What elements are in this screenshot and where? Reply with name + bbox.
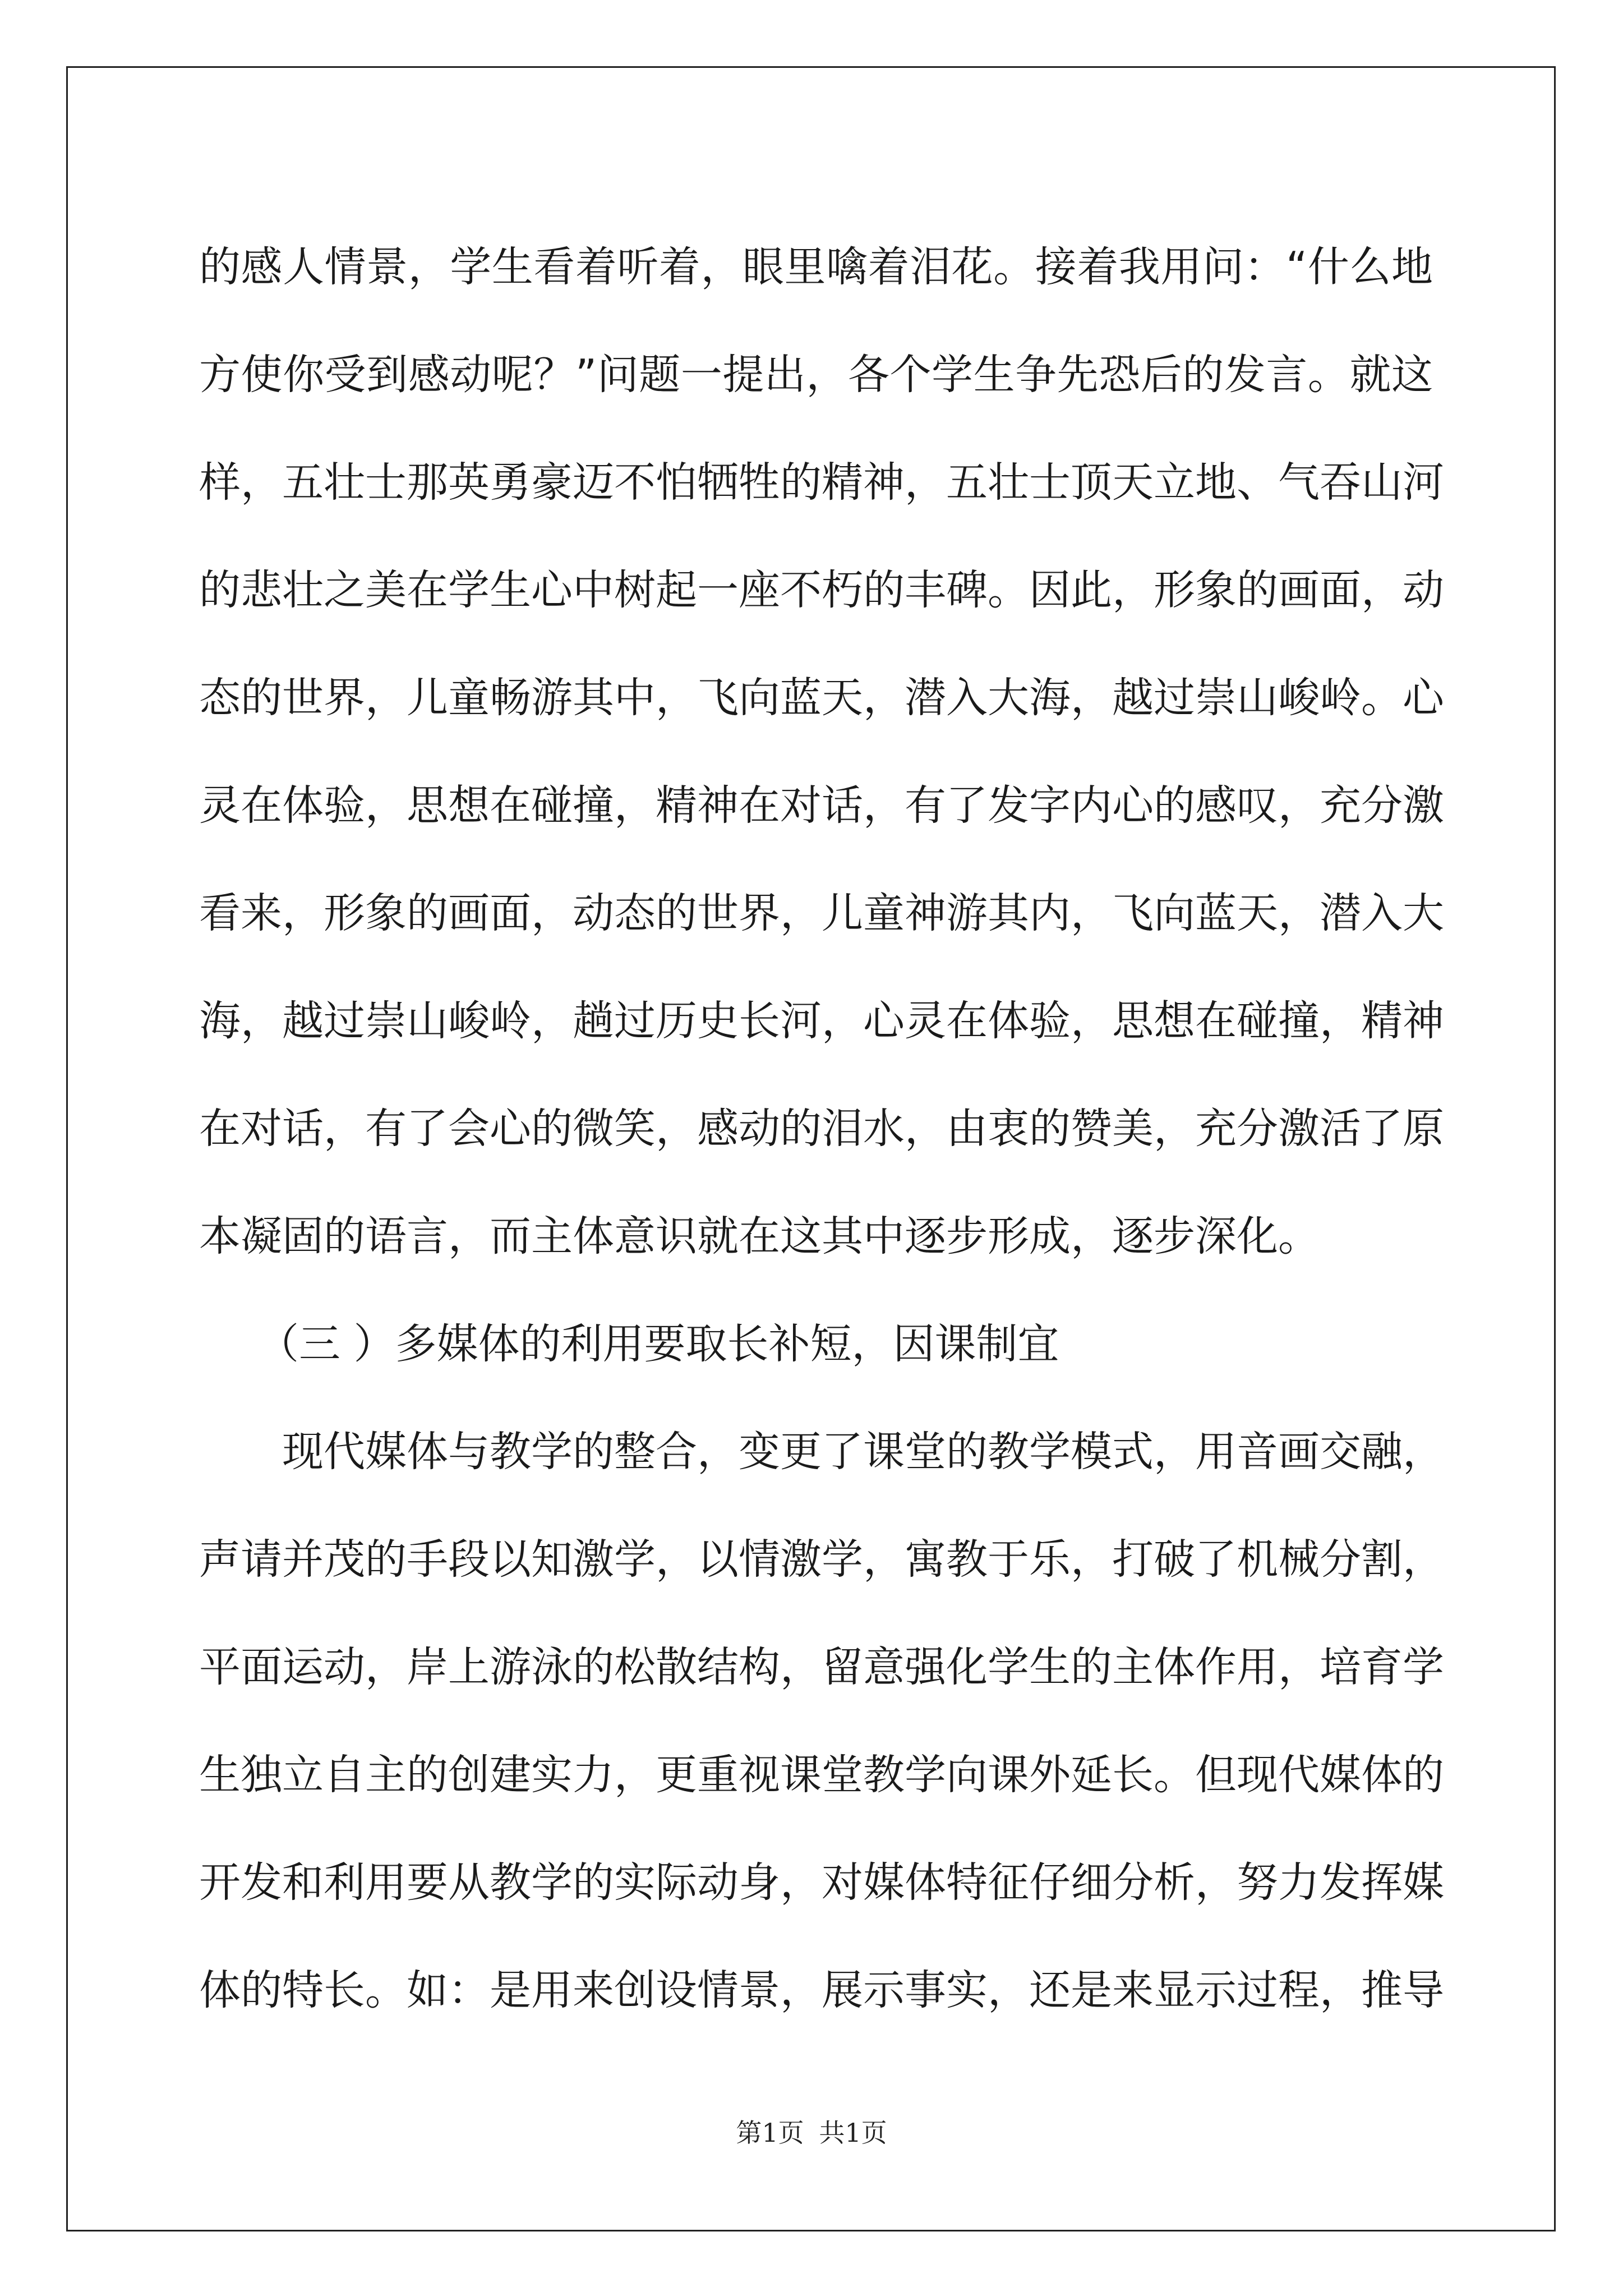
text-line: 现代媒体与教学的整合，变更了课堂的教学模式，用音画交融， — [282, 1428, 1444, 1476]
text-line: 方使你受到感动呢？”问题一提出，各个学生争先恐后的发言。就这 — [199, 351, 1433, 399]
text-line: 在对话，有了会心的微笑，感动的泪水，由衷的赞美，充分激活了原 — [199, 1105, 1444, 1153]
text-line: 的悲壮之美在学生心中树起一座不朽的丰碑。因此，形象的画面，动 — [199, 566, 1444, 614]
text-line: 海，越过崇山峻岭，趟过历史长河，心灵在体验，思想在碰撞，精神 — [199, 997, 1444, 1045]
text-line: 看来，形象的画面，动态的世界，儿童神游其内，飞向蓝天，潜入大 — [199, 889, 1444, 937]
text-line: 生独立自主的创建实力，更重视课堂教学向课外延长。但现代媒体的 — [199, 1751, 1444, 1799]
text-line: 平面运动，岸上游泳的松散结构，留意强化学生的主体作用，培育学 — [199, 1643, 1444, 1691]
page-number: 第1页 — [736, 2118, 804, 2148]
body-text — [199, 213, 1444, 2044]
text-line: 灵在体验，思想在碰撞，精神在对话，有了发字内心的感叹，充分激 — [199, 781, 1444, 830]
page-total: 共1页 — [819, 2118, 887, 2148]
text-line: 的感人情景，学生看着听着，眼里噙着泪花。接着我用问：“什么地 — [199, 243, 1433, 291]
text-line: 本凝固的语言，而主体意识就在这其中逐步形成，逐步深化。 — [199, 1212, 1320, 1260]
text-line: 开发和利用要从教学的实际动身，对媒体特征仔细分析，努力发挥媒 — [199, 1858, 1444, 1907]
text-line: 体的特长。如：是用来创设情景，展示事实，还是来显示过程，推导 — [199, 1966, 1444, 2014]
text-line: 态的世界，儿童畅游其中，飞向蓝天，潜入大海，越过崇山峻岭。心 — [199, 674, 1444, 722]
text-line: 样，五壮士那英勇豪迈不怕牺牲的精神，五壮士顶天立地、气吞山河 — [199, 458, 1444, 507]
section-heading: （三 ）多媒体的利用要取长补短，因课制宜 — [257, 1320, 1059, 1368]
text-line: 声请并茂的手段以知激学，以情激学，寓教于乐，打破了机械分割， — [199, 1535, 1444, 1584]
page-footer — [0, 2113, 1623, 2150]
